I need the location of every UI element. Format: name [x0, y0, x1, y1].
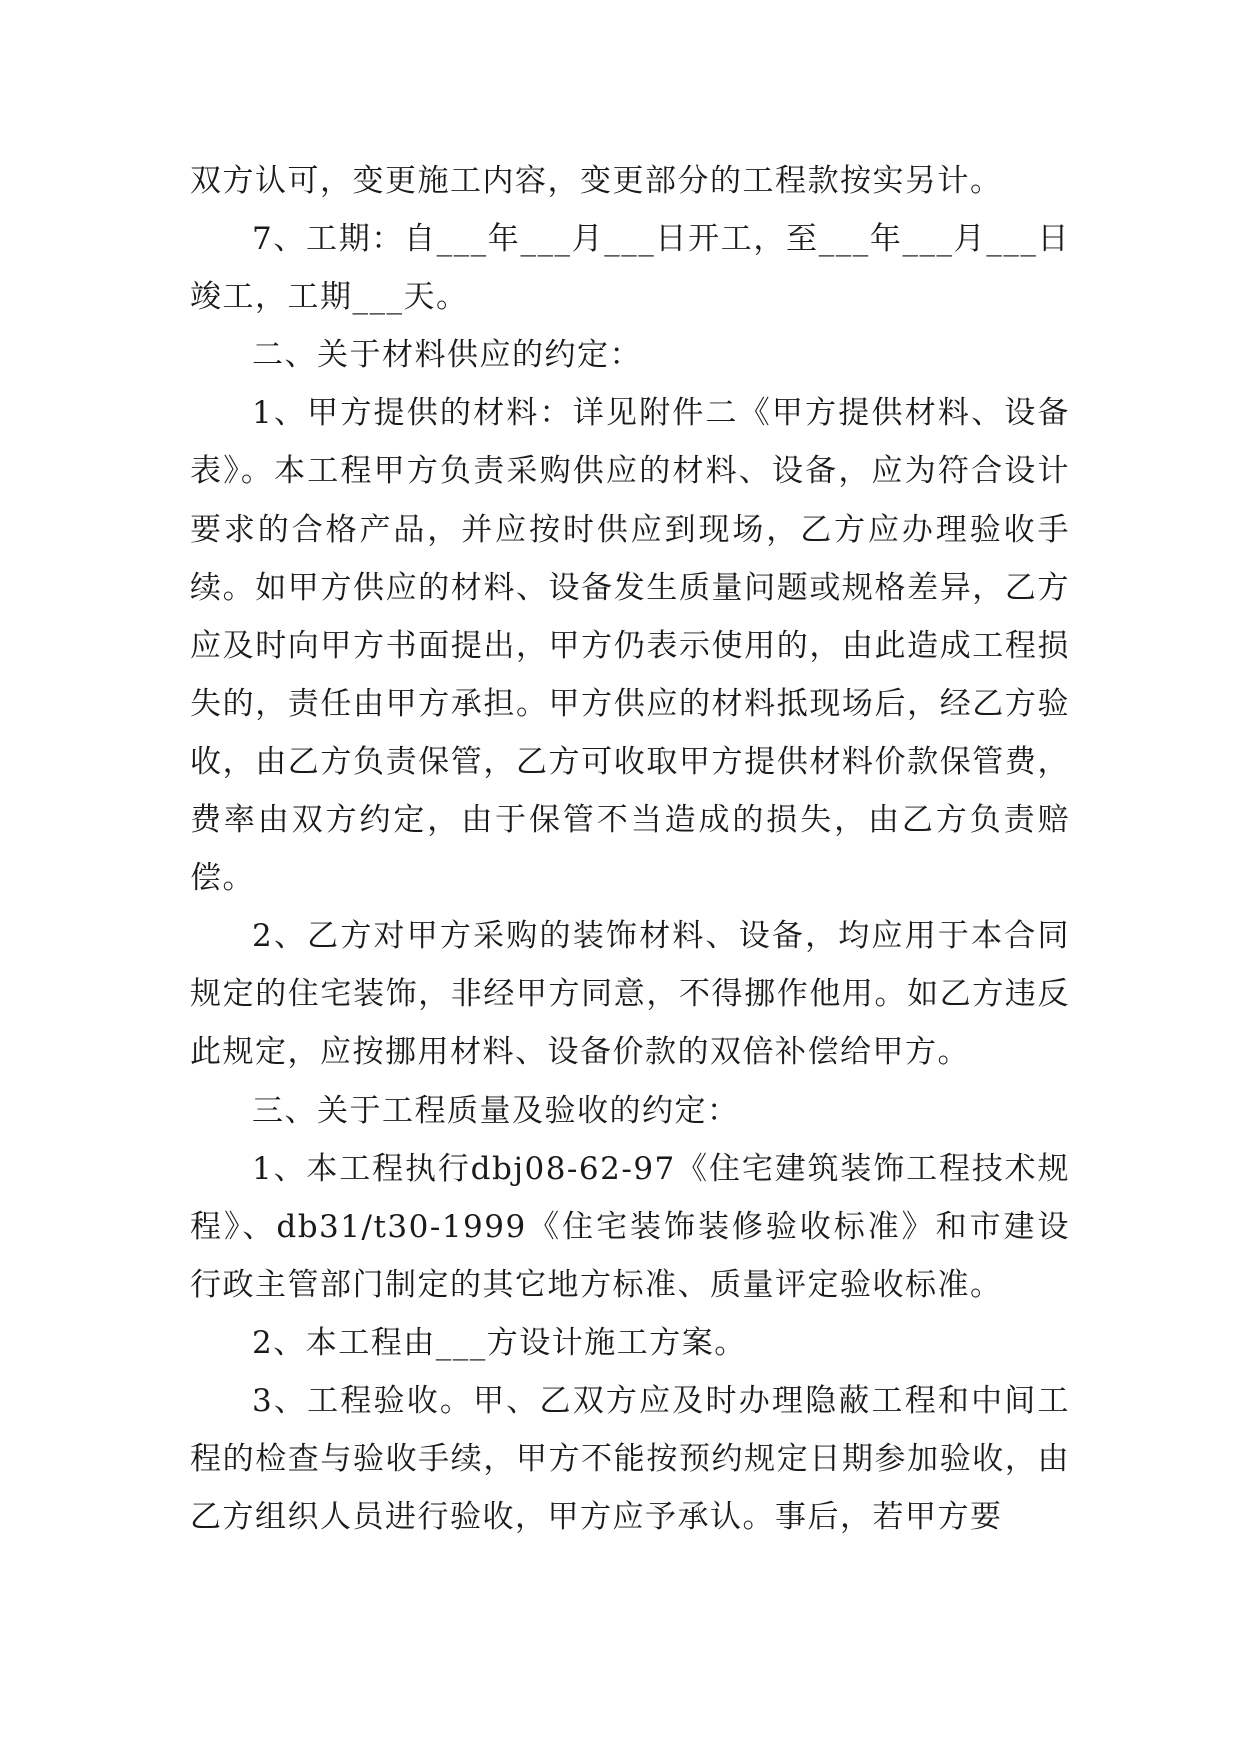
- paragraph-party-a-materials: 1、甲方提供的材料：详见附件二《甲方提供材料、设备表》。本工程甲方负责采购供应的材料、设备，应为符合设计要求的合格产品，并应按时供应到现场，乙方应办理验收手续。如甲方供应的材料、设备发生质量问题或规格差异，乙方应及时向甲方书面提出，甲方仍表示使用的，由此造成工程损失的，责任由甲方承担。甲方供应的材料抵现场后，经乙方验收，由乙方负责保管，乙方可收取甲方提供材料价款保管费，费率由双方约定，由于保管不当造成的损失，由乙方负责赔偿。: [190, 395, 1070, 897]
- paragraph-standards: 1、本工程执行dbj08-62-97《住宅建筑装饰工程技术规程》、db31/t30-1999《住宅装饰装修验收标准》和市建设行政主管部门制定的其它地方标准、质量评定验收标准。: [190, 1150, 1070, 1303]
- document-body: [190, 152, 1070, 1546]
- paragraph-acceptance: 3、工程验收。甲、乙双方应及时办理隐蔽工程和中间工程的检查与验收手续，甲方不能按预约规定日期参加验收，由乙方组织人员进行验收，甲方应予承认。事后，若甲方要: [190, 1382, 1070, 1536]
- heading-material-supply: 二、关于材料供应的约定：: [252, 337, 642, 374]
- heading-quality-acceptance: 三、关于工程质量及验收的约定：: [252, 1092, 740, 1129]
- paragraph-schedule: 7、工期：自___年___月___日开工，至___年___月___日竣工，工期___天。: [190, 221, 1070, 316]
- paragraph-party-b-materials-use: 2、乙方对甲方采购的装饰材料、设备，均应用于本合同规定的住宅装饰，非经甲方同意，不得挪作他用。如乙方违反此规定，应按挪用材料、设备价款的双倍补偿给甲方。: [190, 918, 1070, 1071]
- paragraph-design-plan: 2、本工程由___方设计施工方案。: [252, 1324, 747, 1361]
- paragraph-change-cost: 双方认可，变更施工内容，变更部分的工程款按实另计。: [190, 163, 1003, 199]
